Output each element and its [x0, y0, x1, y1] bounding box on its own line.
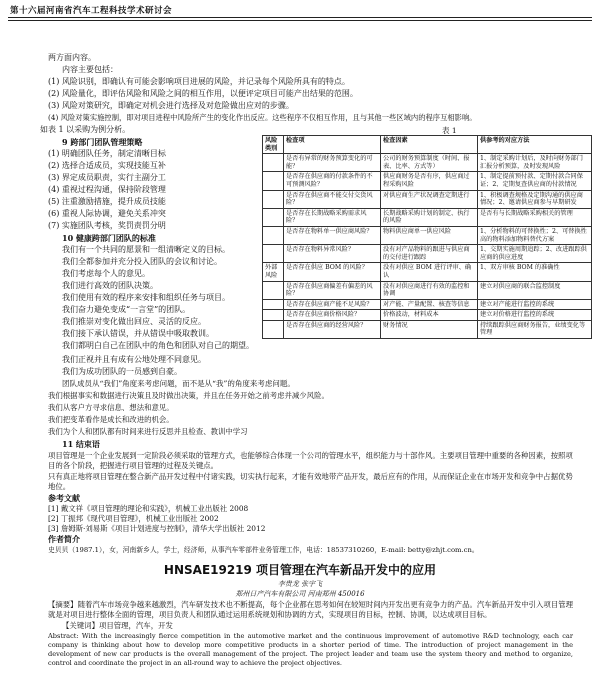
- table-cell: 价格波动，材料成本: [381, 310, 478, 321]
- text-line: (6) 重视人际协调，避免关系冲突: [48, 209, 166, 218]
- table-cell: [263, 172, 284, 190]
- table-cell: 是否存在供应商偏差有偏差的风险？: [284, 281, 381, 299]
- table-header-row: [263, 136, 592, 154]
- text-line: (7) 实施团队考核，奖罚责罚分明: [48, 221, 166, 230]
- section-heading: 作者简介: [48, 534, 80, 544]
- table-cell: 外部风险: [263, 263, 284, 281]
- text-line: 我们推崇对变化做出回应、灵活的反应。: [62, 317, 206, 326]
- header-rule-thin: [8, 20, 592, 21]
- table-cell: 对供应商生产状况调查定期进行: [381, 190, 478, 208]
- table-cell: [263, 226, 284, 244]
- header-rule: [8, 17, 592, 18]
- text-line: 团队成员从“我们”角度来考虑问题，而不是从“我”的角度来考虑问题。: [62, 379, 295, 388]
- section-heading: 参考文献: [48, 493, 80, 503]
- table-cell: 物料供应商单一供应风险: [381, 226, 478, 244]
- table-row: [263, 208, 592, 226]
- abstract-cn: 【摘要】随着汽车市场竞争越来越激烈，汽车研发技术也不断提高，每个企业都在思考如何在较短时间内开发出更有竞争力的产品。汽车新品开发中引入项目管理就是对项目进行整体全面的管理，项目负责人和团队通过运用系统规划和协调的方式，实现项目的目标，控制、协调，以达成项目目标。: [48, 600, 573, 619]
- table-cell: 没有对供应 BOM 进行评审、确认: [381, 263, 478, 281]
- table-cell: 没有对供应商进行有效的监控和协调: [381, 281, 478, 299]
- text-line: 我们把变革看作是成长和改进的机会。: [48, 415, 174, 424]
- text-line: 两方面内容。: [48, 53, 96, 62]
- table-cell: [263, 281, 284, 299]
- text-line: (3) 风险对策研究，即确定对机会进行选择及对危险做出应对的步骤。: [48, 101, 294, 110]
- table-cell: 持续跟踪供应商财务报告，业绩变化等管理: [478, 320, 592, 338]
- article-title: HNSAE19219 项目管理在汽车新品开发中的应用: [163, 563, 437, 577]
- author-bio: 史贝贝（1987.1），女，河南新乡人，学士，经济师，从事汽车零部件业务管理工作，电话：18537310260，E-mail: betty@zhjt.com.cn。: [48, 546, 479, 554]
- table-cell: 建立对价格进行监控的系统: [478, 310, 592, 321]
- paragraph: 只有真正地将项目管理在整合新产品开发过程中付诸实践，切实执行起来，才能有效地带产品开发，最后应有的作用，从而保证企业在市场开发和竞争中占据优势地位。: [48, 472, 573, 491]
- table-cell: [263, 310, 284, 321]
- text-line: (5) 注重激励措施，提升成员技能: [48, 197, 166, 206]
- table-cell: 没有对产品物料的跟进与供应商的交付进行跟踪: [381, 245, 478, 263]
- section-heading: 10 健康跨部门团队的标准: [62, 233, 156, 243]
- paragraph: 项目管理是一个企业发展到一定阶段必须采取的管理方式，也能够综合体现一个公司的管理水平，组织能力与十部作风。主要项目管理中重要的各种因素，按照项目的各个阶段，把握进行项目管理的过程及关键点。: [48, 451, 573, 470]
- text-line: 我们接下承认错误，并从错误中吸取教训。: [62, 329, 214, 338]
- table-cell: 是否存在供应商产能不足风险？: [284, 299, 381, 310]
- table-row: [263, 172, 592, 190]
- text-line: 我们为个人和团队都有时间来进行反思并且检查、教训中学习: [48, 427, 248, 436]
- reference-item: [1] 戴文祥《项目管理的理论和实践》，机械工业出版社 2008: [48, 504, 249, 513]
- table-cell: 1、制定采购计划后，及时向财务部门汇报分析预算，及时发现风险: [478, 154, 592, 172]
- table-cell: 供应商财务是否有序，供应商过程采购风险: [381, 172, 478, 190]
- risk-table: [262, 135, 592, 339]
- text-line: (4) 重视过程沟通，保持阶段管理: [48, 185, 166, 194]
- text-line: 我们使用有效的程序来安排和组织任务与项目。: [62, 293, 230, 302]
- table-caption: 表 1: [442, 126, 457, 135]
- table-row: [263, 320, 592, 338]
- table-cell: 是否存在物料单一供应商风险？: [284, 226, 381, 244]
- table-cell: 是否有异常的财务预算变化的可能？: [284, 154, 381, 172]
- table-row: [263, 281, 592, 299]
- table-row: [263, 154, 592, 172]
- table-header-cell: 检查项: [284, 136, 381, 154]
- table-cell: 是否存在物料异常风险？: [284, 245, 381, 263]
- text-line: 如表 1 以采购为例分析。: [40, 125, 131, 134]
- reference-item: [3] 詹姆斯·刘易斯《项目计划进度与控制》，清华大学出版社 2012: [48, 524, 266, 533]
- abstract-en: Abstract: With the increasingly fierce competition in the automotive market and the continuous improvement of automotive R&D technology, each car company is thinking about how to develop more competitive products in a shorter period of time. The introduction of project management in the development of new car products is the overall management of the project. The project leader and team use the system theory and method to organize, control and coordinate the project in an all-round way to achieve the project objectives.: [48, 632, 573, 667]
- table-cell: 建立对供应商的联合监控制度: [478, 281, 592, 299]
- table-cell: 1、分析物料的可替换性；2、可替换性高的物料添加物料替代方案: [478, 226, 592, 244]
- text-line: 我们考虑每个人的意见。: [62, 269, 150, 278]
- table-cell: 1、双方审核 BOM 的准确性: [478, 263, 592, 281]
- table-cell: [263, 320, 284, 338]
- text-line: 我们奋力避免变成“一言堂”的团队。: [62, 305, 191, 314]
- text-line: (4) 风险对策实施控制，即对项目进程中风险所产生的变化作出反应。这些程序不仅相互作用，且与其他一些区域内的程序互相影响。: [48, 113, 477, 122]
- text-line: 我们为成功团队的一员感到自豪。: [62, 367, 182, 376]
- text-line: 我们全都参加并充分投入团队的会议和讨论。: [62, 257, 222, 266]
- table-header-cell: 供参考的对应方法: [478, 136, 592, 154]
- text-line: 我们正视并且有成有公地处理不同意见。: [62, 355, 206, 364]
- table-row: [263, 263, 592, 281]
- table-cell: 对产能、产量配置、核查等信息: [381, 299, 478, 310]
- section-heading: 9 跨部门团队管理策略: [62, 137, 143, 147]
- table-row: [263, 299, 592, 310]
- running-header: 第十六届河南省汽车工程科技学术研讨会: [10, 6, 173, 16]
- text-line: 我们都明白自己在团队中的角色和团队对自己的期望。: [62, 341, 254, 350]
- text-line: (2) 选择合适成员，实现技能互补: [48, 161, 166, 170]
- table-cell: 是否存在供应商不能交付交货风险？: [284, 190, 381, 208]
- table-cell: 公司的财务预算制度（时间、报表、比率、方式等）: [381, 154, 478, 172]
- article-authors: 李贵龙 张宇飞: [277, 580, 323, 588]
- table-cell: 1、制定提前预付款、定期付款合同保证；2、定期复查供应商的付款情况: [478, 172, 592, 190]
- section-heading: 11 结束语: [62, 439, 100, 449]
- text-line: 我们有一个共同的愿景和一组清晰定义的目标。: [62, 245, 230, 254]
- table-cell: [263, 154, 284, 172]
- text-line: (1) 风险识别，即确认有可能会影响项目进展的风险，并记录每个风险所具有的特点。: [48, 77, 350, 86]
- keywords-cn: 【关键词】项目管理，汽车，开发: [62, 621, 173, 630]
- table-cell: 是否有与长期战略采购相关的管理: [478, 208, 592, 226]
- text-line: 我们根据事实和数据进行决策且及时做出决策，并且在任务开始之前考虑并减少风险。: [48, 391, 329, 400]
- article-affiliation: 郑州日产汽车有限公司 河南郑州 450016: [235, 590, 365, 598]
- text-line: (1) 明确团队任务，制定清晰目标: [48, 149, 166, 158]
- table-cell: [263, 190, 284, 208]
- table-cell: 是否存在供应商价格风险？: [284, 310, 381, 321]
- table-cell: 是否存在长期战略采购需求风险？: [284, 208, 381, 226]
- text-line: 内容主要包括：: [62, 65, 118, 74]
- table-cell: 长期战略采购计划的制定、执行的风险: [381, 208, 478, 226]
- table-row: [263, 245, 592, 263]
- table-cell: 建立对产能进行监控的系统: [478, 299, 592, 310]
- text-line: 我们进行高效的团队决策。: [62, 281, 158, 290]
- table-row: [263, 226, 592, 244]
- text-line: (2) 风险量化，即评估风险和风险之间的相互作用，以便评定项目可能产出结果的范围。: [48, 89, 358, 98]
- table-cell: 财务情况: [381, 320, 478, 338]
- text-line: 我们从客户方寻求信息、想法和意见。: [48, 403, 174, 412]
- table-cell: [263, 208, 284, 226]
- text-line: (3) 界定成员职责，实行主副分工: [48, 173, 166, 182]
- table-row: [263, 190, 592, 208]
- table-cell: 是否存在供应商的付款条件的不可预测风险？: [284, 172, 381, 190]
- table-cell: 1、积极调查规格及定期沟通的供应商情况；2、邀请供应商参与早期研发: [478, 190, 592, 208]
- reference-item: [2] 丁振邦《现代项目管理》，机械工业出版社 2002: [48, 514, 219, 523]
- table-cell: 1、交期实施周期追踪；2、改进跟踪供应商的供应进度: [478, 245, 592, 263]
- table-header-cell: 检查因素: [381, 136, 478, 154]
- table-cell: 是否存在供应 BOM 的风险？: [284, 263, 381, 281]
- table-cell: 是否存在供应商的经营风险？: [284, 320, 381, 338]
- table-cell: [263, 299, 284, 310]
- table-row: [263, 310, 592, 321]
- table-cell: [263, 245, 284, 263]
- table-header-cell: 风险类别: [263, 136, 284, 154]
